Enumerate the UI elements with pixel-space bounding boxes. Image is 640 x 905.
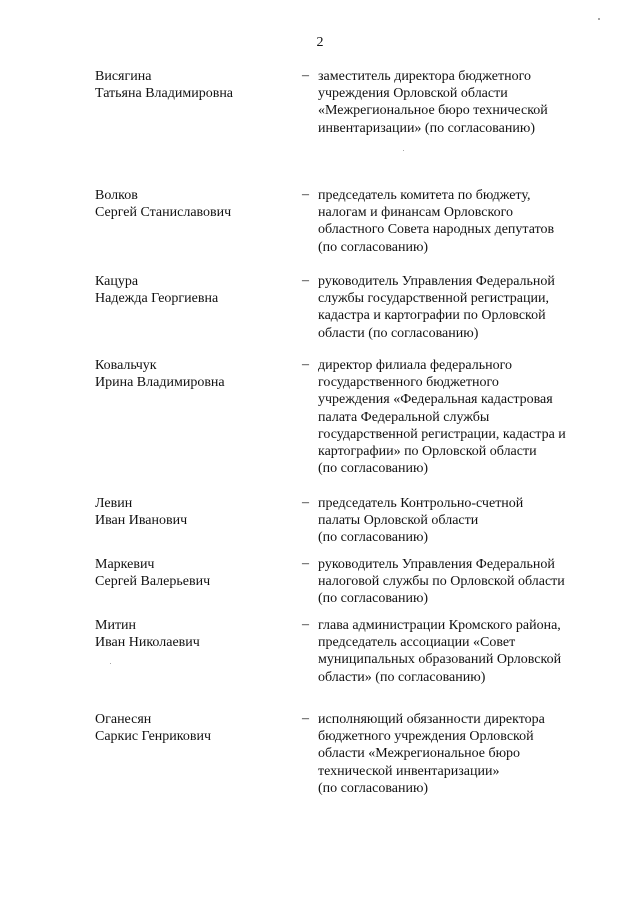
member-name	[95, 495, 285, 529]
member-role: председатель комитета по бюджету, налогам и финансам Орловского областного Совета народных депутатов (по согласованию)	[318, 188, 555, 255]
member-surname: Волков	[95, 188, 138, 203]
member-role: заместитель директора бюджетного учреждения Орловской области «Межрегиональное бюро технической инвентаризации» (по согласованию)	[318, 69, 548, 136]
member-role: руководитель Управления Федеральной службы государственной регистрации, кадастра и картографии по Орловской области (по согласованию)	[318, 274, 555, 341]
member-given-name: Иван Иванович	[95, 513, 188, 528]
separator-dash: –	[302, 357, 309, 372]
member-surname: Маркевич	[95, 557, 155, 572]
member-given-name: Сергей Станиславович	[95, 205, 232, 220]
member-role: исполняющий обязанности директора бюджетного учреждения Орловской области «Межрегиональное бюро технической инвентаризации» (по согласованию)	[318, 712, 545, 796]
separator-dash: –	[302, 68, 309, 83]
member-name	[95, 273, 285, 307]
member-role: председатель Контрольно-счетной палаты Орловской области (по согласованию)	[318, 496, 524, 546]
member-role: глава администрации Кромского района, председатель ассоциации «Совет муниципальных образований Орловской области» (по согласованию)	[318, 618, 562, 685]
scan-speck	[598, 18, 600, 20]
member-name	[95, 68, 285, 102]
separator-dash: –	[302, 556, 309, 571]
separator-dash: –	[302, 711, 309, 726]
member-given-name: Надежда Георгиевна	[95, 291, 219, 306]
member-surname: Левин	[95, 496, 133, 511]
scan-speck	[403, 150, 404, 151]
member-name	[95, 187, 285, 221]
member-given-name: Татьяна Владимировна	[95, 86, 234, 101]
separator-dash: –	[302, 187, 309, 202]
member-surname: Кацура	[95, 274, 139, 289]
member-name	[95, 711, 285, 745]
separator-dash: –	[302, 273, 309, 288]
page-number: 2	[316, 35, 324, 50]
member-given-name: Ирина Владимировна	[95, 375, 225, 390]
member-surname: Висягина	[95, 69, 152, 84]
member-given-name: Иван Николаевич	[95, 635, 200, 650]
separator-dash: –	[302, 617, 309, 632]
member-name	[95, 617, 285, 651]
member-given-name: Саркис Генрикович	[95, 729, 212, 744]
member-name	[95, 556, 285, 590]
member-given-name: Сергей Валерьевич	[95, 574, 211, 589]
scan-speck	[110, 663, 111, 664]
separator-dash: –	[302, 495, 309, 510]
member-surname: Оганесян	[95, 712, 152, 727]
member-role: руководитель Управления Федеральной налоговой службы по Орловской области (по согласованию)	[318, 557, 565, 607]
member-name	[95, 357, 285, 391]
member-role: директор филиала федерального государственного бюджетного учреждения «Федеральная кадастровая палата Федеральной службы государственной регистрации, кадастра и картографии» по Орловской области (по согласованию)	[318, 358, 566, 477]
member-surname: Митин	[95, 618, 137, 633]
member-surname: Ковальчук	[95, 358, 157, 373]
